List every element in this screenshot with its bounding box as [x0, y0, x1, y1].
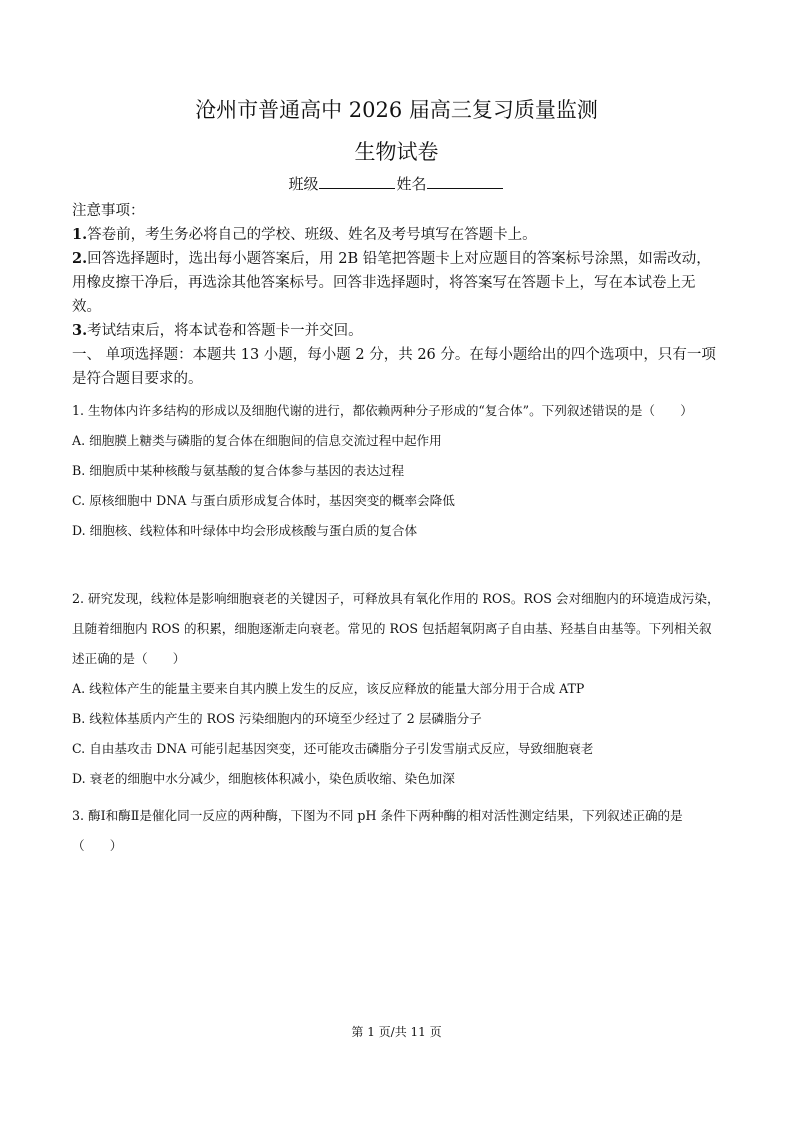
option-d: D. 衰老的细胞中水分减少，细胞核体积减小，染色质收缩、染色加深 — [72, 771, 455, 786]
option-c: C. 原核细胞中 DNA 与蛋白质形成复合体时，基因突变的概率会降低 — [72, 493, 455, 508]
question-2 — [72, 584, 724, 794]
question-stem: 3. 酶Ⅰ和酶Ⅱ是催化同一反应的两种酶，下图为不同 pH 条件下两种酶的相对活性测定结果，下列叙述正确的是（ ） — [72, 808, 683, 853]
notice-item — [72, 247, 724, 319]
notice-item — [72, 319, 724, 343]
question-1 — [72, 396, 724, 546]
notice-text: 考试结束后，将本试卷和答题卡一并交回。 — [87, 323, 363, 339]
option-a: A. 细胞膜上糖类与磷脂的复合体在细胞间的信息交流过程中起作用 — [72, 433, 442, 448]
question-stem: 1. 生物体内许多结构的形成以及细胞代谢的进行，都依赖两种分子形成的“复合体”。下列叙述错误的是（ ） — [72, 403, 693, 418]
option-b: B. 线粒体基质内产生的 ROS 污染细胞内的环境至少经过了 2 层磷脂分子 — [72, 711, 482, 726]
exam-subject: 生物试卷 — [354, 140, 439, 164]
exam-title: 沧州市普通高中 2026 届高三复习质量监测 — [195, 98, 598, 122]
page-footer: 第 1 页/共 11 页 — [351, 1025, 442, 1039]
name-blank — [427, 173, 503, 189]
question-3 — [72, 801, 724, 861]
notices-block — [72, 199, 724, 391]
option-c: C. 自由基攻击 DNA 可能引起基因突变，还可能攻击磷脂分子引发雪崩式反应，导致细胞衰老 — [72, 741, 594, 756]
notice-number: 3. — [72, 322, 88, 339]
notice-number: 1. — [72, 226, 88, 243]
notices-heading: 注意事项： — [72, 203, 145, 219]
student-info-line — [0, 173, 793, 194]
notice-text: 答卷前，考生务必将自己的学校、班级、姓名及考号填写在答题卡上。 — [87, 227, 537, 243]
option-a: A. 线粒体产生的能量主要来自其内膜上发生的反应，该反应释放的能量大部分用于合成 ATP — [72, 681, 585, 696]
option-d: D. 细胞核、线粒体和叶绿体中均会形成核酸与蛋白质的复合体 — [72, 523, 418, 538]
option-b: B. 细胞质中某种核酸与氨基酸的复合体参与基因的表达过程 — [72, 463, 405, 478]
section-heading: 一、 单项选择题：本题共 13 小题，每小题 2 分，共 26 分。在每小题给出的四个选项中，只有一项是符合题目要求的。 — [72, 347, 716, 387]
notice-text: 回答选择题时，选出每小题答案后，用 2B 铅笔把答题卡上对应题目的答案标号涂黑，如需改动，用橡皮擦干净后，再选涂其他答案标号。回答非选择题时，将答案写在答题卡上，写在本试卷上无效。 — [72, 251, 711, 315]
question-stem: 2. 研究发现，线粒体是影响细胞衰老的关键因子，可释放具有氧化作用的 ROS。ROS 会对细胞内的环境造成污染，且随着细胞内 ROS 的积累，细胞逐渐走向衰老。常见的 ROS 包括超氧阴离子自由基、羟基自由基等。下列相关叙述正确的是（ ） — [72, 591, 720, 666]
class-label: 班级 — [288, 175, 319, 193]
class-blank — [319, 173, 395, 189]
notice-item — [72, 223, 724, 247]
notice-number: 2. — [72, 250, 88, 267]
name-label: 姓名 — [396, 175, 427, 193]
